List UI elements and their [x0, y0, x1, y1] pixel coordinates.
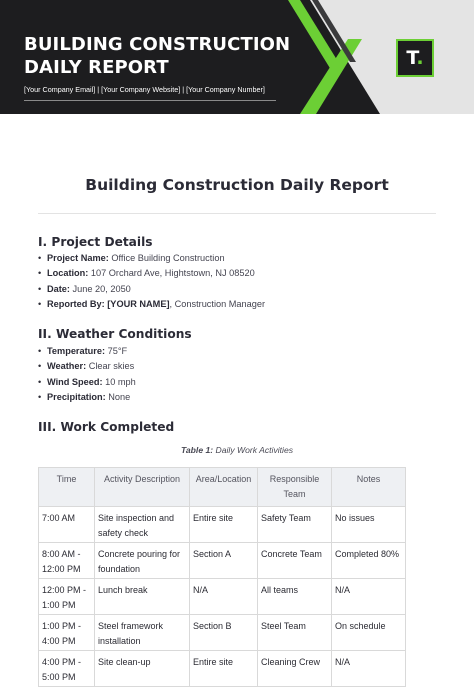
- cell-activity: Steel framework installation: [95, 615, 190, 651]
- cell-activity: Concrete pouring for foundation: [95, 543, 190, 579]
- item-value: 107 Orchard Ave, Hightstown, NJ 08520: [90, 268, 255, 279]
- cell-team: Safety Team: [258, 507, 332, 543]
- logo-mark: [398, 41, 432, 75]
- header-title-line-2: DAILY REPORT: [24, 57, 169, 78]
- document-title: Building Construction Daily Report: [85, 176, 389, 194]
- logo-dot: .: [416, 47, 424, 69]
- list-item: [38, 359, 136, 374]
- cell-notes: Completed 80%: [332, 543, 406, 579]
- cell-time: 1:00 PM - 4:00 PM: [39, 615, 95, 651]
- table-caption: [0, 445, 474, 455]
- list-item: [38, 344, 136, 359]
- table-row: [39, 615, 406, 651]
- item-value: Clear skies: [88, 361, 135, 372]
- caption-text: Daily Work Activities: [213, 445, 294, 455]
- cell-area: Entire site: [190, 651, 258, 687]
- title-divider: [38, 213, 436, 214]
- column-header-activity: Activity Description: [95, 468, 190, 507]
- item-value: June 20, 2050: [72, 283, 131, 294]
- cell-team: Concrete Team: [258, 543, 332, 579]
- cell-notes: On schedule: [332, 615, 406, 651]
- item-value: None: [108, 391, 131, 402]
- item-value: , Construction Manager: [169, 298, 266, 309]
- item-value: 10 mph: [105, 376, 136, 387]
- company-logo: [396, 39, 434, 77]
- item-label: Reported By:: [47, 298, 105, 309]
- section-heading-work-completed: III. Work Completed: [38, 420, 175, 434]
- list-item: [38, 251, 265, 266]
- section-heading-project-details: I. Project Details: [38, 235, 153, 249]
- list-item: [38, 282, 265, 297]
- item-label: Wind Speed:: [47, 376, 103, 387]
- item-label: Precipitation:: [47, 391, 106, 402]
- list-item: [38, 375, 136, 390]
- cell-area: Section A: [190, 543, 258, 579]
- item-label: Temperature:: [47, 346, 106, 356]
- list-item: [38, 297, 265, 312]
- cell-team: All teams: [258, 579, 332, 615]
- project-details-list: [38, 251, 265, 312]
- cell-activity: Lunch break: [95, 579, 190, 615]
- column-header-area: Area/Location: [190, 468, 258, 507]
- cell-time: 12:00 PM - 1:00 PM: [39, 579, 95, 615]
- logo-letter: T: [406, 47, 417, 69]
- column-header-time: Time: [39, 468, 95, 507]
- cell-notes: N/A: [332, 579, 406, 615]
- cell-time: 4:00 PM - 5:00 PM: [39, 651, 95, 687]
- table-header-row: [39, 468, 406, 507]
- weather-list: [38, 344, 136, 405]
- cell-notes: No issues: [332, 507, 406, 543]
- item-value: 75°F: [107, 346, 128, 356]
- header-contact-info: [Your Company Email] | [Your Company Website] | [Your Company Number]: [24, 85, 265, 94]
- cell-area: Entire site: [190, 507, 258, 543]
- item-label: Location:: [47, 268, 89, 279]
- cell-area: Section B: [190, 615, 258, 651]
- table-row: [39, 651, 406, 687]
- table-row: [39, 579, 406, 615]
- cell-time: 7:00 AM: [39, 507, 95, 543]
- header-divider: [24, 100, 276, 101]
- item-value: Office Building Construction: [111, 253, 225, 263]
- cell-team: Steel Team: [258, 615, 332, 651]
- item-label: Date:: [47, 283, 70, 294]
- daily-work-activities-table: [38, 467, 406, 687]
- cell-team: Cleaning Crew: [258, 651, 332, 687]
- item-label: Weather:: [47, 361, 87, 372]
- header-title-line-1: BUILDING CONSTRUCTION: [24, 34, 291, 55]
- column-header-notes: Notes: [332, 468, 406, 507]
- list-item: [38, 390, 136, 405]
- cell-activity: Site inspection and safety check: [95, 507, 190, 543]
- column-header-team: Responsible Team: [258, 468, 332, 507]
- table-row: [39, 543, 406, 579]
- caption-label: Table 1:: [180, 445, 214, 455]
- cell-area: N/A: [190, 579, 258, 615]
- table-row: [39, 507, 406, 543]
- item-value-placeholder: [YOUR NAME]: [107, 298, 170, 309]
- section-heading-weather: II. Weather Conditions: [38, 327, 192, 341]
- cell-time: 8:00 AM - 12:00 PM: [39, 543, 95, 579]
- cell-notes: N/A: [332, 651, 406, 687]
- header-banner: [0, 0, 474, 114]
- cell-activity: Site clean-up: [95, 651, 190, 687]
- list-item: [38, 266, 265, 281]
- header-title: [24, 33, 294, 79]
- item-label: Project Name:: [47, 253, 109, 263]
